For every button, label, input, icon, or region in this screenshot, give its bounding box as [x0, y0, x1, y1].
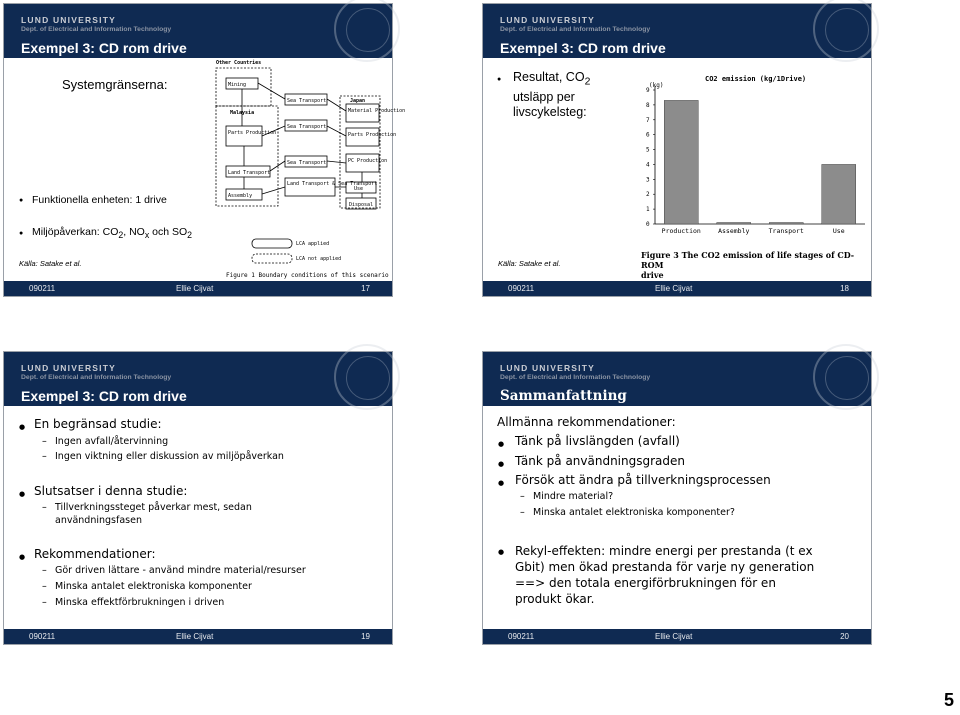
slide-header: [483, 4, 871, 58]
footer-date: 090211: [29, 284, 56, 293]
y-tick-label: 7: [646, 116, 650, 124]
department-name: Dept. of Electrical and Information Technology: [21, 26, 172, 33]
category-label: Use: [832, 227, 845, 235]
department-name: Dept. of Electrical and Information Technology: [500, 26, 651, 33]
sub-bullet: – Ingen viktning eller diskussion av miljöpåverkan: [42, 451, 284, 462]
category-label: Production: [661, 227, 701, 235]
y-tick-label: 4: [646, 161, 650, 169]
category-label: Transport: [768, 227, 804, 235]
slide-title: Exempel 3: CD rom drive: [21, 388, 187, 404]
diagram-label: Sea Transport: [287, 160, 327, 166]
bullet-manufacturing: Försök att ändra på tillverkningsprocessen: [515, 473, 771, 487]
bullet-icon: ●: [498, 460, 505, 468]
footer-author: Ellie Cijvat: [655, 632, 693, 641]
diagram-label: Land Transport & Sea Transport: [287, 181, 378, 187]
y-tick-label: 0: [646, 221, 650, 228]
caption-line: Figure 3 The CO2 emission of life stages of CD-ROM: [641, 250, 855, 270]
slide-number: 20: [840, 632, 849, 641]
figure-caption: [641, 250, 871, 280]
page-number: 5: [943, 690, 954, 710]
bullet-icon: ●: [498, 548, 505, 556]
system-boundary-label: Systemgränserna:: [62, 77, 168, 92]
caption-line: drive: [641, 270, 664, 280]
recommendations-intro: Allmänna rekommendationer:: [497, 415, 676, 429]
bullet-limited-study: En begränsad studie:: [34, 417, 162, 431]
university-seal-icon: [334, 0, 400, 62]
y-tick-label: 8: [646, 101, 650, 109]
university-seal-icon: [334, 344, 400, 410]
slide-number: 19: [361, 632, 370, 641]
slide-footer: [483, 281, 871, 296]
diagram-label: Parts Production: [348, 132, 397, 138]
diagram-label: Sea Transport: [287, 124, 327, 130]
footer-date: 090211: [29, 632, 56, 641]
y-tick-label: 1: [646, 206, 650, 214]
bullet-icon: ●: [19, 197, 24, 204]
bullet-icon: ●: [497, 76, 502, 83]
slide-number: 18: [840, 284, 849, 293]
bar-assembly: [717, 223, 751, 224]
slide-title: Sammanfattning: [500, 388, 627, 404]
bar-transport: [769, 223, 803, 224]
y-axis-label: (kg): [649, 82, 664, 89]
legend-label: LCA applied: [296, 241, 330, 247]
slide-title: Exempel 3: CD rom drive: [21, 40, 187, 56]
y-tick-label: 3: [646, 176, 650, 184]
impact-text: Miljöpåverkan: $CO_2$, $NO_x$ och $SO_2$: [32, 226, 193, 241]
department-name: Dept. of Electrical and Information Technology: [500, 374, 651, 381]
footer-date: 090211: [508, 632, 535, 641]
sub-bullet: – Tillverkningssteget påverkar mest, sedan: [42, 502, 252, 513]
sub-bullet: – Mindre material?: [520, 491, 614, 502]
slide-20: [482, 351, 872, 645]
diagram-label: Other Countries: [216, 60, 262, 66]
sub-bullet: – Minska antalet elektroniska komponenter?: [520, 507, 735, 518]
y-tick-label: 9: [646, 87, 650, 94]
bullet-lifetime: Tänk på livslängden (avfall): [515, 434, 680, 448]
source-citation: Källa: Satake et al.: [498, 259, 561, 268]
university-name: LUND UNIVERSITY: [500, 363, 595, 373]
chart-title: CO2 emission (kg/1Drive): [705, 75, 807, 83]
slide-footer: [4, 629, 392, 644]
bar-use: [822, 164, 856, 224]
result-text: Resultat, $CO_2$ utsläpp per livscykelsteg:: [513, 70, 591, 119]
slide-number: 17: [361, 284, 370, 293]
bullet-icon: ●: [19, 553, 26, 561]
footer-author: Ellie Cijvat: [176, 632, 214, 641]
bullet-rebound-effect: Rekyl-effekten: mindre energi per prestanda (t ex Gbit) men ökad prestanda för varje ny generation ==> den totala energiförbrukningen för en produkt ökar.: [515, 544, 815, 606]
legend-label: LCA not applied: [296, 256, 342, 262]
sub-bullet: – Minska antalet elektroniska komponenter: [42, 581, 252, 592]
department-name: Dept. of Electrical and Information Technology: [21, 374, 172, 381]
bullet-usage: Tänk på användningsgraden: [515, 454, 685, 468]
diagram-label: Assembly: [228, 193, 253, 199]
diagram-label: Land Transport: [228, 170, 271, 176]
functional-unit-text: Funktionella enheten: 1 drive: [32, 194, 167, 206]
slide-title: Exempel 3: CD rom drive: [500, 40, 666, 56]
co2-emission-chart: [633, 66, 869, 246]
y-tick-label: 6: [646, 131, 650, 139]
slide-footer: [4, 281, 392, 296]
university-seal-icon: [813, 0, 879, 62]
source-citation: Källa: Satake et al.: [19, 259, 82, 268]
footer-author: Ellie Cijvat: [176, 284, 214, 293]
sub-bullet-continued: användningsfasen: [55, 515, 142, 526]
diagram-label: Parts Production: [228, 130, 277, 136]
footer-date: 090211: [508, 284, 535, 293]
diagram-label: Disposal: [349, 202, 374, 208]
bullet-icon: ●: [19, 490, 26, 498]
diagram-label: PC Production: [348, 158, 388, 164]
sub-bullet: – Ingen avfall/återvinning: [42, 436, 169, 447]
slide-19: [3, 351, 393, 645]
slide-17: [3, 3, 406, 297]
university-name: LUND UNIVERSITY: [21, 15, 116, 25]
bullet-conclusions: Slutsatser i denna studie:: [34, 484, 188, 498]
diagram-label: Japan: [350, 98, 366, 104]
university-seal-icon: [813, 344, 879, 410]
diagram-label: Mining: [228, 82, 247, 88]
university-name: LUND UNIVERSITY: [500, 15, 595, 25]
sub-bullet: – Gör driven lättare - använd mindre material/resurser: [42, 565, 306, 576]
y-tick-label: 5: [646, 146, 650, 154]
category-label: Assembly: [718, 227, 750, 235]
slide-footer: [483, 629, 871, 644]
slide-header: [483, 352, 871, 406]
y-tick-label: 2: [646, 191, 650, 199]
university-name: LUND UNIVERSITY: [21, 363, 116, 373]
diagram-label: Sea Transport: [287, 98, 327, 104]
bar-production: [664, 100, 698, 224]
bullet-icon: ●: [19, 230, 24, 237]
bullet-icon: ●: [498, 440, 505, 448]
figure-caption: Figure 1 Boundary conditions of this scenario: [226, 272, 389, 279]
diagram-label: Use: [354, 186, 364, 192]
sub-bullet: – Minska effektförbrukningen i driven: [42, 597, 225, 608]
bullet-icon: ●: [19, 423, 26, 431]
diagram-label: Material Production: [348, 108, 406, 114]
diagram-label: Malaysia: [230, 110, 255, 116]
bullet-recommendations: Rekommendationer:: [34, 547, 156, 561]
slide-header: [4, 352, 392, 406]
slide-18: [482, 3, 872, 297]
boundary-diagram: [214, 56, 406, 281]
slide-header: [4, 4, 392, 58]
footer-author: Ellie Cijvat: [655, 284, 693, 293]
bullet-icon: ●: [498, 479, 505, 487]
